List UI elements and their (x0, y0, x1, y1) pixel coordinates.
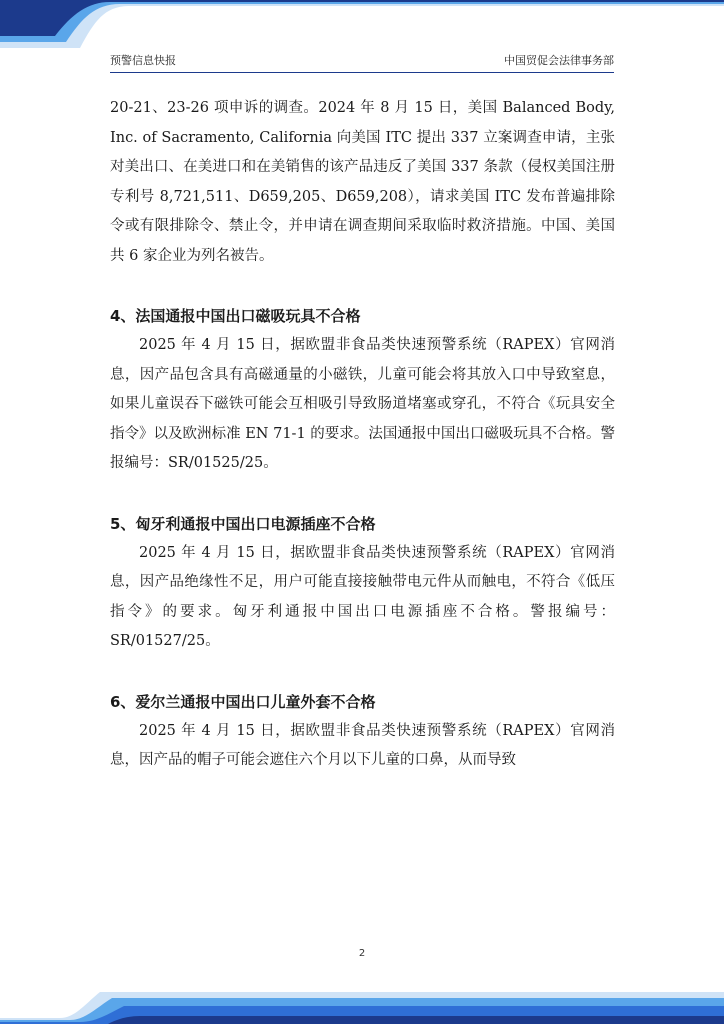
page-number: 2 (358, 948, 366, 959)
section-6-body: 2025 年 4 月 15 日，据欧盟非食品类快速预警系统（RAPEX）官网消息，因产品的帽子可能会遮住六个月以下儿童的口鼻，从而导致 (110, 722, 615, 768)
header-right: 中国贸促会法律事务部 (504, 54, 614, 67)
section-4-body: 2025 年 4 月 15 日，据欧盟非食品类快速预警系统（RAPEX）官网消息，因产品包含具有高磁通量的小磁铁，儿童可能会将其放入口中导致窒息，如果儿童误吞下磁铁可能会互相吸引导致肠道堵塞或穿孔，不符合《玩具安全指令》以及欧洲标准 EN 71-1 的要求。法国通报中国出口磁吸玩具不合格。警报编号：SR/01525/25。 (110, 337, 615, 471)
paragraph-continued: 20-21、23-26 项申诉的调查。2024 年 8 月 15 日，美国 Balanced Body, Inc. of Sacramento, California 向美国 ITC 提出 337 立案调查申请，主张对美出口、在美进口和在美销售的该产品违反了美国 337 条款（侵权美国注册专利号 8,721,511、D659,205、D659,208），请求美国 ITC 发布普遍排除令或有限排除令、禁止令，并申请在调查期间采取临时救济措施。中国、美国共 6 家企业为列名被告。 (110, 100, 615, 264)
footer-decoration (0, 984, 724, 1024)
section-5-body: 2025 年 4 月 15 日，据欧盟非食品类快速预警系统（RAPEX）官网消息，因产品绝缘性不足，用户可能直接接触带电元件从而触电，不符合《低压指令》的要求。匈牙利通报中国出口电源插座不合格。警报编号：SR/01527/25。 (110, 544, 615, 649)
section-6-title: 6、爱尔兰通报中国出口儿童外套不合格 (110, 692, 376, 711)
section-5-title: 5、匈牙利通报中国出口电源插座不合格 (110, 514, 376, 533)
header-decoration (0, 0, 724, 48)
header-left: 预警信息快报 (110, 54, 176, 67)
running-header (110, 50, 614, 70)
header-rule (110, 72, 614, 73)
section-4-title: 4、法国通报中国出口磁吸玩具不合格 (110, 307, 361, 325)
document-body (110, 94, 615, 776)
